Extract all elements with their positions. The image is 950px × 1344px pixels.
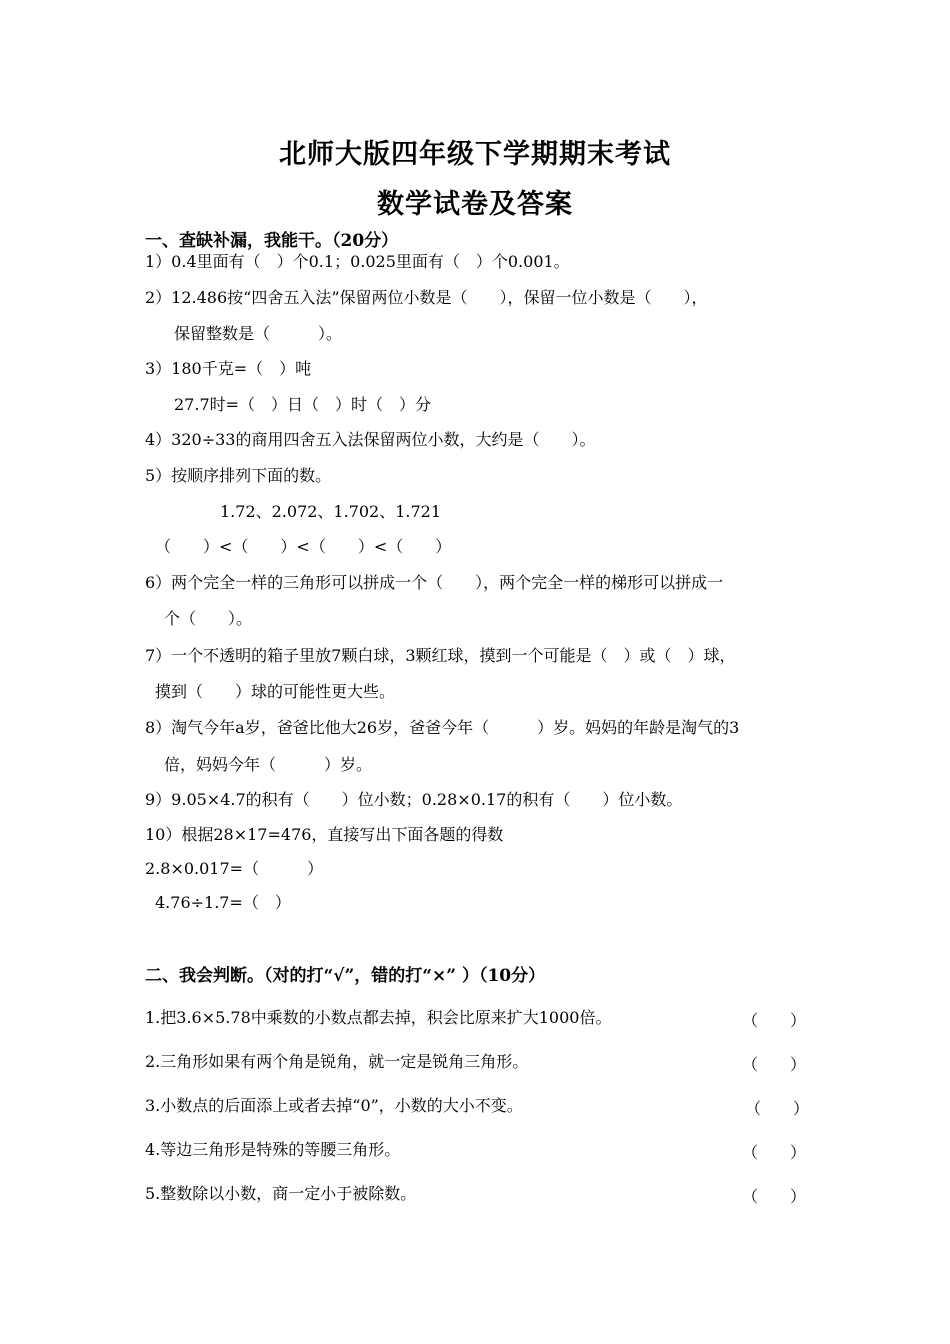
judgement-item: 4.等边三角形是特殊的等腰三角形。	[145, 1140, 401, 1159]
judgement-item: 2.三角形如果有两个角是锐角，就一定是锐角三角形。	[145, 1052, 529, 1071]
question-line: 5）按顺序排列下面的数。	[145, 466, 332, 485]
answer-blank: （ ）	[742, 1055, 807, 1074]
question-line: 10）根据28×17=476，直接写出下面各题的得数	[145, 825, 504, 844]
ordering-blanks: （ ）<（ ）<（ ）<（ ）	[155, 537, 452, 556]
question-line: 倍，妈妈今年（ ）岁。	[164, 755, 373, 774]
question-line: 27.7时=（ ）日（ ）时（ ）分	[174, 395, 432, 414]
answer-blank: （ ）	[745, 1099, 810, 1118]
question-line: 8）淘气今年a岁，爸爸比他大26岁，爸爸今年（ ）岁。妈妈的年龄是淘气的3	[145, 718, 740, 737]
answer-blank: （ ）	[742, 1187, 807, 1206]
judgement-item: 3.小数点的后面添上或者去掉“0”，小数的大小不变。	[145, 1096, 523, 1115]
number-sequence: 1.72、2.072、1.702、1.721	[220, 502, 442, 521]
exam-subtitle: 数学试卷及答案	[377, 189, 573, 220]
question-line: 摸到（ ）球的可能性更大些。	[155, 682, 396, 701]
question-line: 7）一个不透明的箱子里放7颗白球，3颗红球，摸到一个可能是（ ）或（ ）球，	[145, 646, 736, 665]
question-line: 6）两个完全一样的三角形可以拼成一个（ ），两个完全一样的梯形可以拼成一	[145, 573, 724, 592]
judgement-item: 1.把3.6×5.78中乘数的小数点都去掉，积会比原来扩大1000倍。	[145, 1008, 612, 1027]
answer-blank: （ ）	[742, 1143, 807, 1162]
question-line: 1）0.4里面有（ ）个0.1；0.025里面有（ ）个0.001。	[145, 252, 570, 271]
exam-title: 北师大版四年级下学期期末考试	[279, 139, 671, 170]
question-line: 个（ ）。	[164, 609, 253, 628]
answer-blank: （ ）	[742, 1011, 807, 1030]
question-line: 4）320÷33的商用四舍五入法保留两位小数，大约是（ ）。	[145, 430, 596, 449]
judgement-item: 5.整数除以小数，商一定小于被除数。	[145, 1184, 417, 1203]
question-line: 2.8×0.017=（ ）	[145, 859, 324, 878]
question-line: 3）180千克=（ ）吨	[145, 359, 312, 378]
section1-heading: 一、查缺补漏，我能干。（20分）	[145, 231, 399, 251]
section2-heading: 二、我会判断。（对的打“√”，错的打“×” ）（10分）	[145, 966, 546, 986]
question-line: 4.76÷1.7=（ ）	[155, 893, 291, 912]
question-line: 9）9.05×4.7的积有（ ）位小数；0.28×0.17的积有（ ）位小数。	[145, 790, 683, 809]
question-line: 保留整数是（ ）。	[174, 324, 343, 343]
question-line: 2）12.486按“四舍五入法”保留两位小数是（ ），保留一位小数是（ ），	[145, 288, 708, 307]
